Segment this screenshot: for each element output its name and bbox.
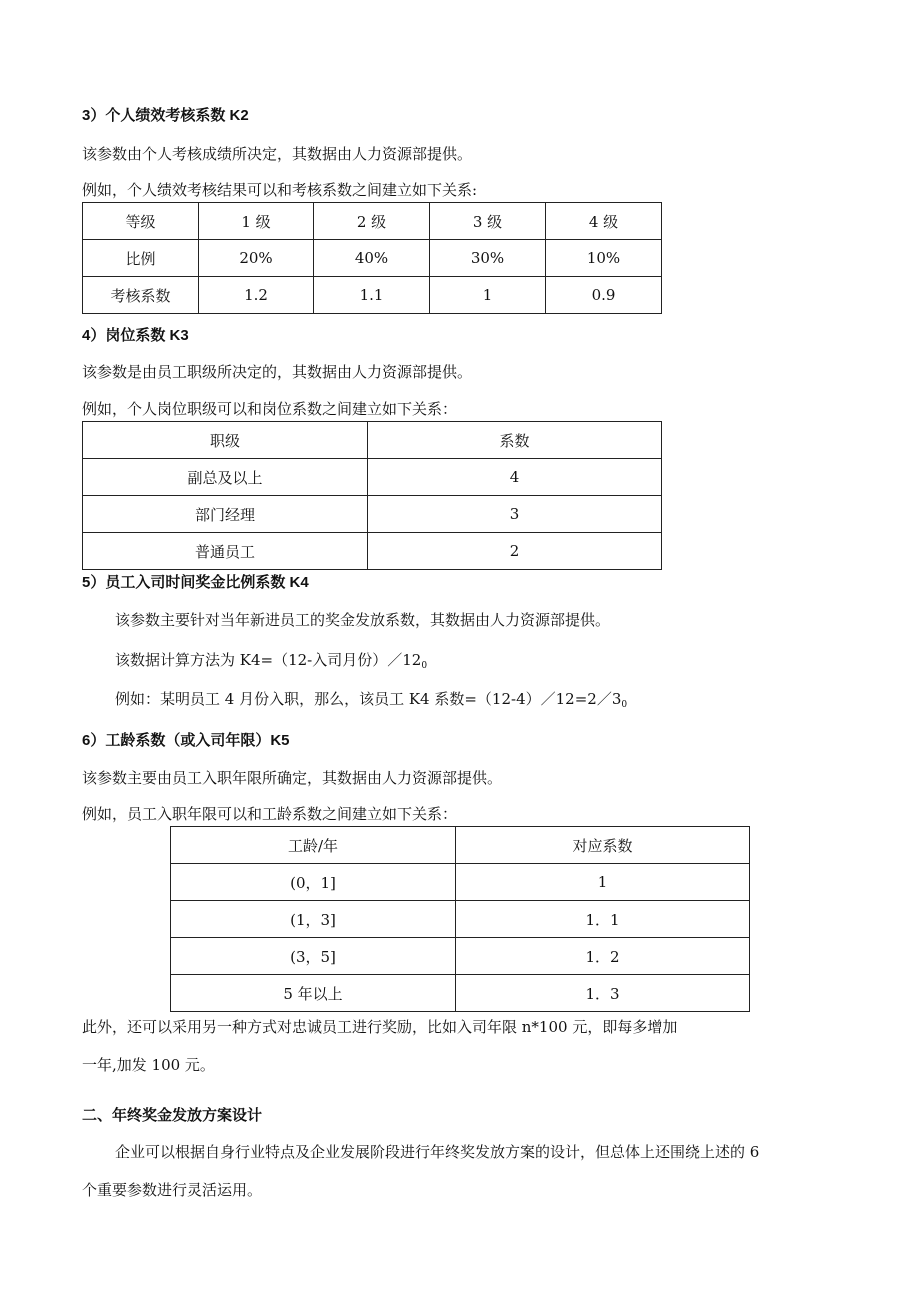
example-text: 例如：某明员工 4 月份入职，那么，该员工 K4 系数=（12-4）／12=2／3 xyxy=(115,690,622,708)
paragraph-k4-example xyxy=(115,689,627,715)
table-cell: 等级 xyxy=(83,203,199,240)
table-row xyxy=(83,203,662,240)
paragraph-k4-formula xyxy=(115,650,427,676)
table-row xyxy=(171,901,750,938)
table-cell: 考核系数 xyxy=(83,277,199,314)
paragraph-k4-desc: 该参数主要针对当年新进员工的奖金发放系数，其数据由人力资源部提供。 xyxy=(115,611,611,629)
paragraph-plan-line2: 个重要参数进行灵活运用。 xyxy=(82,1181,263,1199)
heading-k2: 3）个人绩效考核系数 K2 xyxy=(82,107,249,124)
paragraph-plan-line1: 企业可以根据自身行业特点及企业发展阶段进行年终奖发放方案的设计，但总体上还围绕上述的 6 xyxy=(115,1143,760,1161)
table-cell: 20% xyxy=(199,240,314,277)
table-cell: 1．2 xyxy=(456,938,750,975)
heading-k5: 6）工龄系数（或入司年限）K5 xyxy=(82,732,290,749)
table-cell: 1．3 xyxy=(456,975,750,1012)
table-cell: 3 级 xyxy=(430,203,546,240)
paragraph-k3-desc: 该参数是由员工职级所决定的，其数据由人力资源部提供。 xyxy=(82,363,473,381)
table-cell: 2 级 xyxy=(314,203,430,240)
table-row xyxy=(83,422,662,459)
table-cell: 1.1 xyxy=(314,277,430,314)
table-cell: (1，3] xyxy=(171,901,456,938)
table-cell: 1 xyxy=(430,277,546,314)
table-cell: 3 xyxy=(368,496,662,533)
table-cell: 2 xyxy=(368,533,662,570)
table-cell: 4 xyxy=(368,459,662,496)
table-k2 xyxy=(82,202,662,314)
table-cell: 1 xyxy=(456,864,750,901)
formula-text: 该数据计算方法为 K4=（12-入司月份）／12 xyxy=(115,651,422,669)
paragraph-k5-note-line1: 此外，还可以采用另一种方式对忠诚员工进行奖励，比如入司年限 n*100 元，即每多增加 xyxy=(82,1018,678,1036)
table-cell: (3，5] xyxy=(171,938,456,975)
table-cell: 1．1 xyxy=(456,901,750,938)
paragraph-k3-example: 例如，个人岗位职级可以和岗位系数之间建立如下关系： xyxy=(82,400,458,418)
paragraph-k5-note-line2: 一年,加发 100 元。 xyxy=(82,1056,215,1074)
table-row xyxy=(83,240,662,277)
paragraph-k2-example: 例如，个人绩效考核结果可以和考核系数之间建立如下关系: xyxy=(82,181,478,199)
heading-k4: 5）员工入司时间奖金比例系数 K4 xyxy=(82,574,309,591)
table-cell: (0，1] xyxy=(171,864,456,901)
table-cell: 副总及以上 xyxy=(83,459,368,496)
example-subscript: 0 xyxy=(621,700,628,710)
table-cell: 40% xyxy=(314,240,430,277)
table-cell: 工龄/年 xyxy=(171,827,456,864)
table-cell: 对应系数 xyxy=(456,827,750,864)
heading-plan: 二、年终奖金发放方案设计 xyxy=(82,1107,263,1124)
paragraph-k2-desc: 该参数由个人考核成绩所决定，其数据由人力资源部提供。 xyxy=(82,145,473,163)
table-cell: 5 年以上 xyxy=(171,975,456,1012)
table-row xyxy=(83,459,662,496)
table-k3 xyxy=(82,421,662,570)
table-cell: 10% xyxy=(546,240,662,277)
paragraph-k5-desc: 该参数主要由员工入职年限所确定，其数据由人力资源部提供。 xyxy=(82,769,503,787)
table-cell: 比例 xyxy=(83,240,199,277)
table-cell: 职级 xyxy=(83,422,368,459)
table-row xyxy=(83,533,662,570)
table-row xyxy=(171,864,750,901)
table-cell: 系数 xyxy=(368,422,662,459)
table-cell: 普通员工 xyxy=(83,533,368,570)
table-cell: 4 级 xyxy=(546,203,662,240)
table-row xyxy=(171,938,750,975)
table-k5 xyxy=(170,826,750,1012)
table-cell: 30% xyxy=(430,240,546,277)
table-cell: 1 级 xyxy=(199,203,314,240)
table-cell: 部门经理 xyxy=(83,496,368,533)
formula-subscript: 0 xyxy=(421,661,428,671)
table-cell: 0.9 xyxy=(546,277,662,314)
table-row xyxy=(83,496,662,533)
table-row xyxy=(171,827,750,864)
table-cell: 1.2 xyxy=(199,277,314,314)
heading-k3: 4）岗位系数 K3 xyxy=(82,327,189,344)
table-row xyxy=(171,975,750,1012)
table-row xyxy=(83,277,662,314)
paragraph-k5-example: 例如，员工入职年限可以和工龄系数之间建立如下关系： xyxy=(82,805,458,823)
